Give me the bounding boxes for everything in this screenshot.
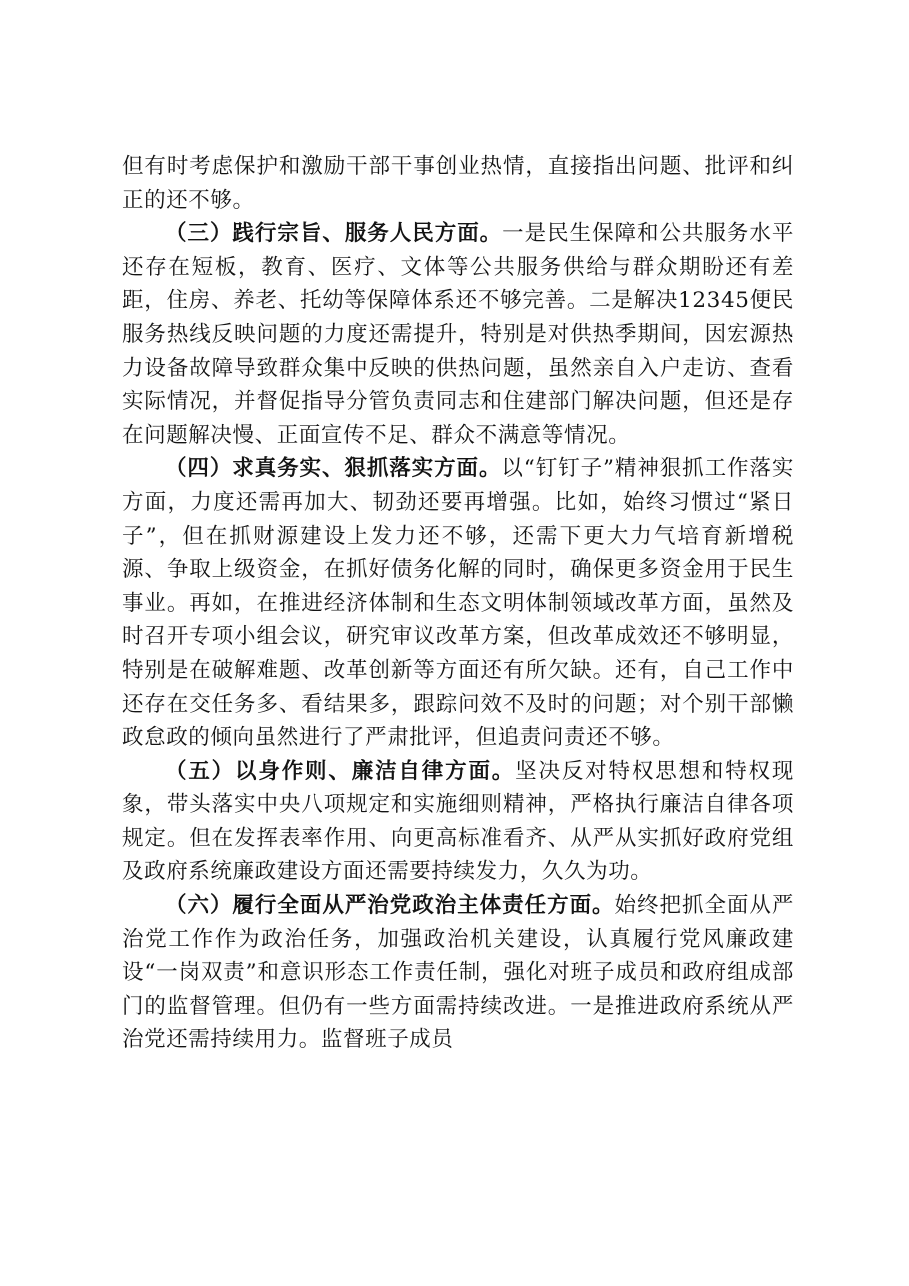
- document-body: [122, 150, 794, 1057]
- paragraph-party-governance: [122, 889, 794, 1057]
- paragraph-integrity: [122, 755, 794, 889]
- paragraph-heading: （五）以身作则、廉洁自律方面。: [165, 758, 516, 784]
- paragraph-serve-people: [122, 217, 794, 452]
- paragraph-text: 一是民生保障和公共服务水平还存在短板，教育、医疗、文体等公共服务供给与群众期盼还有差距，住房、养老、托幼等保障体系还不够完善。二是解决12345便民服务热线反映问题的力度还需提升，特别是对供热季期间，因宏源热力设备故障导致群众集中反映的供热问题，虽然亲自入户走访、查看实际情况，并督促指导分管负责同志和住建部门解决问题，但还是存在问题解决慢、正面宣传不足、群众不满意等情况。: [122, 221, 794, 448]
- paragraph-heading: （六）履行全面从严治党政治主体责任方面。: [165, 893, 615, 919]
- paragraph-heading: （四）求真务实、狠抓落实方面。: [165, 456, 502, 482]
- paragraph-text: 以“钉钉子”精神狠抓工作落实方面，力度还需再加大、韧劲还要再增强。比如，始终习惯过“紧日子”，但在抓财源建设上发力还不够，还需下更大力气培育新增税源、争取上级资金，在抓好债务化解的同时，确保更多资金用于民生事业。再如，在推进经济体制和生态文明体制领域改革方面，虽然及时召开专项小组会议，研究审议改革方案，但改革成效还不够明显，特别是在破解难题、改革创新等方面还有所欠缺。还有，自己工作中还存在交任务多、看结果多，跟踪问效不及时的问题；对个别干部懒政怠政的倾向虽然进行了严肃批评，但追责问责还不够。: [122, 456, 794, 751]
- paragraph-text: 始终把抓全面从严治党工作作为政治任务，加强政治机关建设，认真履行党风廉政建设“一岗双责”和意识形态工作责任制，强化对班子成员和政府组成部门的监督管理。但仍有一些方面需持续改进。一是推进政府系统从严治党还需持续用力。监督班子成员: [122, 893, 794, 1053]
- paragraph-heading: （三）践行宗旨、服务人民方面。: [165, 221, 503, 247]
- paragraph-implementation: [122, 452, 794, 754]
- paragraph-text: 但有时考虑保护和激励干部干事创业热情，直接指出问题、批评和纠正的还不够。: [122, 154, 794, 213]
- paragraph-continuation: [122, 150, 794, 217]
- paragraph-text: 坚决反对特权思想和特权现象，带头落实中央八项规定和实施细则精神，严格执行廉洁自律各项规定。但在发挥表率作用、向更高标准看齐、从严从实抓好政府党组及政府系统廉政建设方面还需要持续发力，久久为功。: [122, 758, 794, 885]
